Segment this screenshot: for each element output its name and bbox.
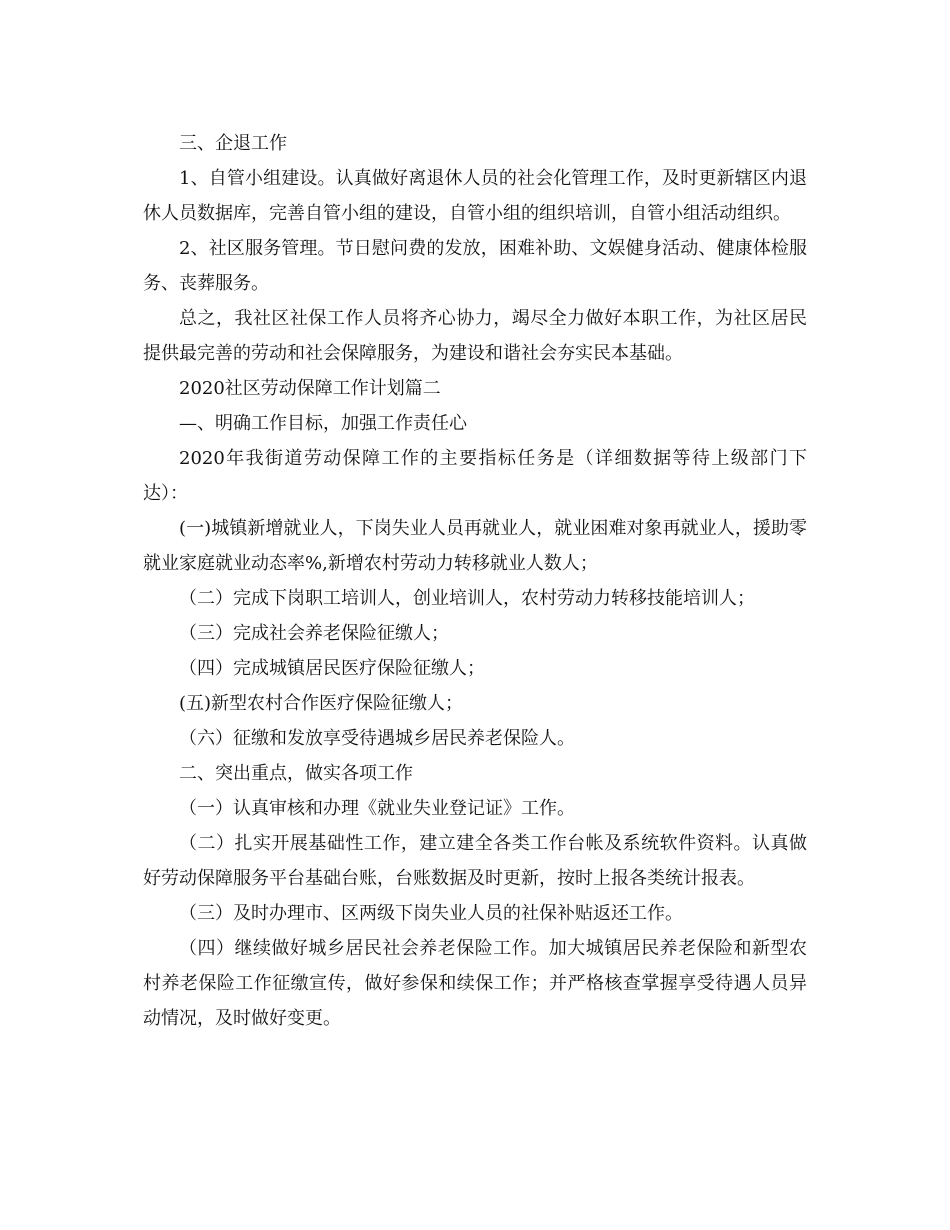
- document-subtitle: 2020社区劳动保障工作计划篇二: [179, 378, 441, 399]
- paragraph: （二）扎实开展基础性工作，建立建全各类工作台帐及系统软件资料。认真做好劳动保障服务平台基础台账，台账数据及时更新，按时上报各类统计报表。: [143, 833, 807, 889]
- section-heading: 三、企退工作: [179, 133, 287, 154]
- paragraph: 总之，我社区社保工作人员将齐心协力，竭尽全力做好本职工作，为社区居民提供最完善的劳动和社会保障服务，为建设和谐社会夯实民本基础。: [143, 308, 807, 364]
- paragraph: 1、自管小组建设。认真做好离退休人员的社会化管理工作，及时更新辖区内退休人员数据库，完善自管小组的建设，自管小组的组织培训，自管小组活动组织。: [143, 168, 807, 224]
- list-item: （二）完成下岗职工培训人，创业培训人，农村劳动力转移技能培训人；: [179, 588, 755, 609]
- list-item: （六）征缴和发放享受待遇城乡居民养老保险人。: [179, 728, 575, 749]
- list-item: （一）认真审核和办理《就业失业登记证》工作。: [179, 798, 575, 819]
- paragraph: (一)城镇新增就业人，下岗失业人员再就业人，就业困难对象再就业人，援助零就业家庭就业动态率%,新增农村劳动力转移就业人数人；: [143, 518, 807, 574]
- list-item: （三）及时办理市、区两级下岗失业人员的社保补贴返还工作。: [179, 903, 683, 924]
- list-item: （三）完成社会养老保险征缴人；: [179, 623, 449, 644]
- paragraph: （四）继续做好城乡居民社会养老保险工作。加大城镇居民养老保险和新型农村养老保险工作征缴宣传，做好参保和续保工作；并严格核查掌握享受待遇人员异动情况，及时做好变更。: [143, 938, 807, 1029]
- document-body: [143, 126, 807, 1036]
- paragraph: 2020年我街道劳动保障工作的主要指标任务是（详细数据等待上级部门下达）：: [143, 448, 807, 504]
- paragraph: 2、社区服务管理。节日慰问费的发放，困难补助、文娱健身活动、健康体检服务、丧葬服务。: [143, 238, 807, 294]
- list-item: （四）完成城镇居民医疗保险征缴人；: [179, 658, 485, 679]
- section-heading: 二、突出重点，做实各项工作: [179, 763, 413, 784]
- list-item: (五)新型农村合作医疗保险征缴人；: [179, 693, 464, 714]
- section-heading: —、明确工作目标，加强工作责任心: [179, 413, 467, 434]
